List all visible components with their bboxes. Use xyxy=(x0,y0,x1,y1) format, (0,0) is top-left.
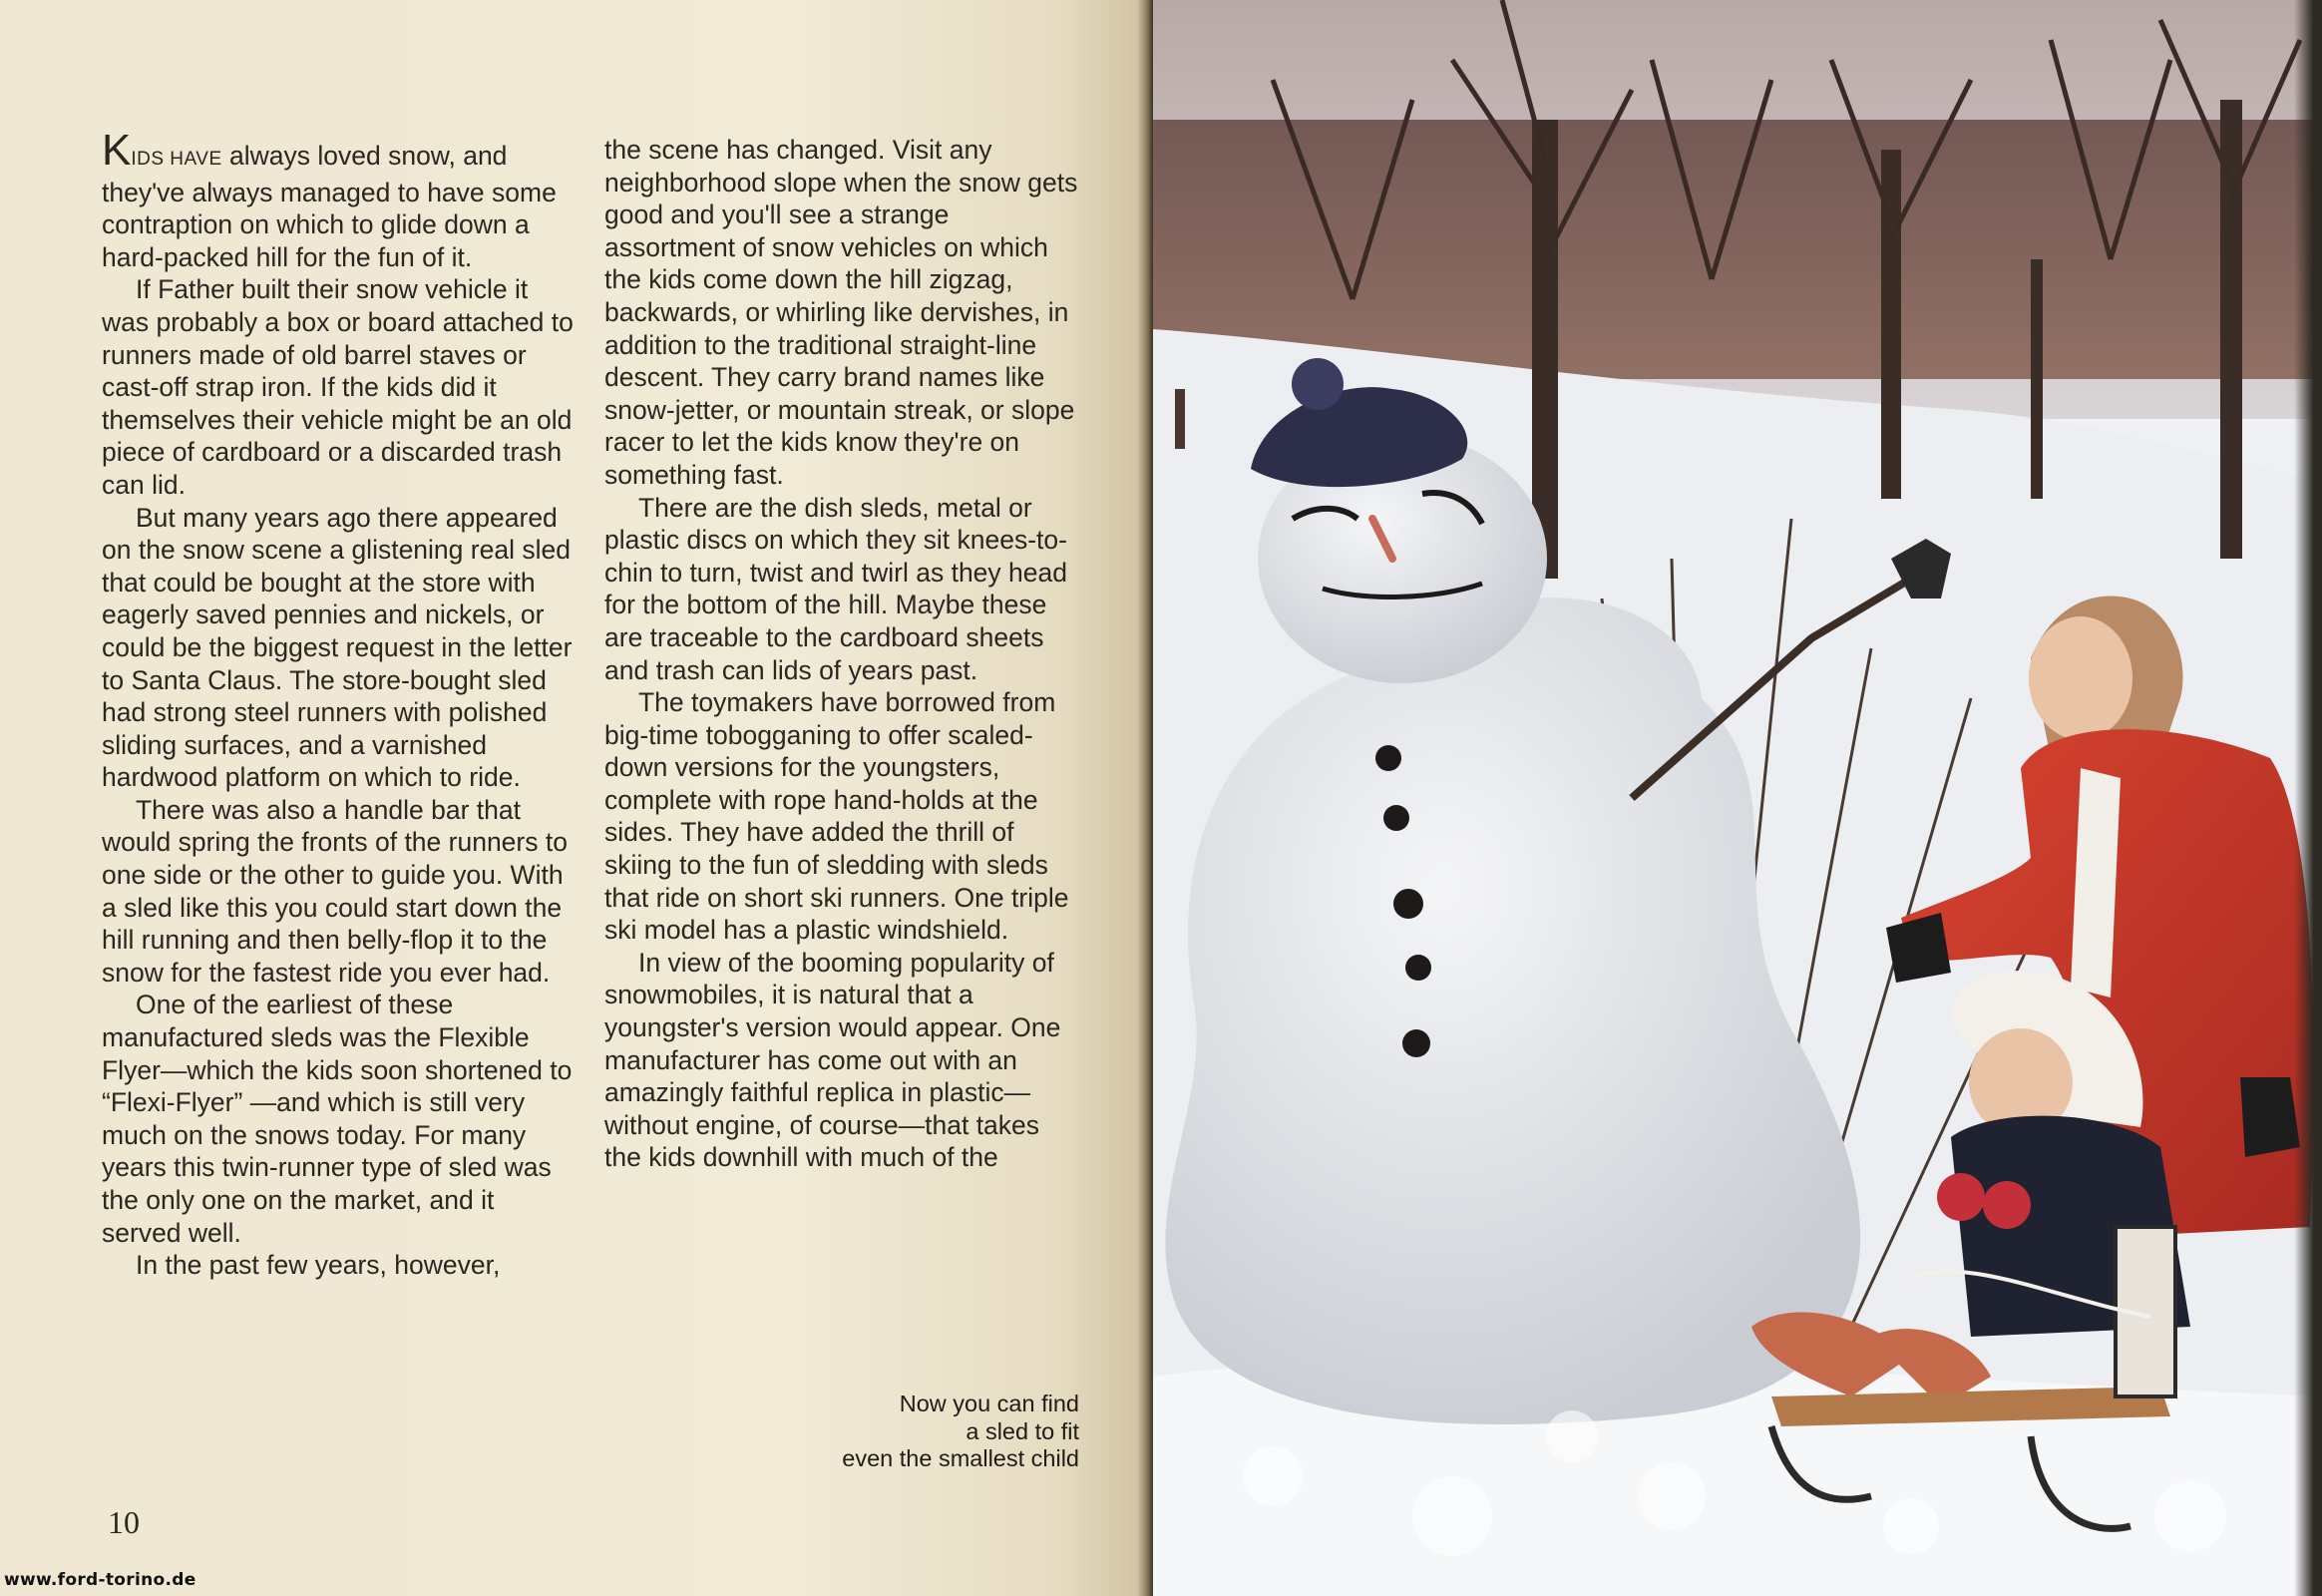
snowman-photo xyxy=(1153,0,2322,1596)
paragraph-continued: the scene has changed. Visit any neighborhood slope when the snow gets good and you'll see a strange assortment of snow vehicles on which the kids come down the hill zigzag, backwards, or whirling like dervishes, in addition to the traditional straight-line descent. They carry brand names like snow-jetter, or mountain streak, or slope racer to let the kids know they're on something fast. xyxy=(604,135,1078,490)
paragraph xyxy=(102,126,580,273)
paragraph: One of the earliest of these manufactured sleds was the Flexible Flyer—which the kids soon shortened to “Flexi-Flyer” —and which is still very much on the snows today. For many years this twin-runner type of sled was the only one on the market, and it served well. xyxy=(102,990,573,1248)
distant-figure xyxy=(1175,389,1185,449)
page-edge xyxy=(2294,0,2322,1596)
girl-face xyxy=(2029,616,2132,740)
caption-line: a sled to fit xyxy=(966,1417,1079,1444)
caption-line: Now you can find xyxy=(899,1391,1079,1416)
drop-cap: K xyxy=(102,126,132,175)
forest-background xyxy=(1153,120,2322,379)
paragraph: If Father built their snow vehicle it was probably a box or board attached to runners made of old barrel staves or cast-off strap iron. If the kids did it themselves their vehicle might be an old piece of cardboard or a discarded trash can lid. xyxy=(102,274,574,500)
paragraph-text: always loved snow, and they've always managed to have some contraption on which to glide down a hard-packed hill for the fun of it. xyxy=(102,141,557,272)
snowman-button xyxy=(1375,745,1401,771)
paragraph: But many years ago there appeared on the snow scene a glistening real sled that could be bought at the store with eagerly saved pennies and nickels, or could be the biggest request in the letter to Santa Claus. The store-bought sled had strong steel runners with polished sliding surfaces, and a varnished hardwood platform on which to ride. xyxy=(102,502,573,793)
red-mitten xyxy=(1937,1173,1985,1221)
paragraph: There are the dish sleds, metal or plastic discs on which they sit knees-to-chin to turn, twist and twirl as they head for the bottom of the hill. Maybe these are traceable to the cardboard sheets and trash can lids of years past. xyxy=(604,492,1067,685)
snowman-button xyxy=(1393,889,1423,919)
paragraph: In the past few years, however, xyxy=(136,1250,501,1281)
photo-illustration xyxy=(1153,0,2322,1596)
lead-small-caps: IDS HAVE xyxy=(131,149,222,170)
red-mitten xyxy=(1983,1181,2031,1229)
paragraph: In view of the booming popularity of snowmobiles, it is natural that a youngster's version would appear. One manufacturer has come out with an amazingly faithful replica in plastic—without engine, of course—that takes the kids downhill with much of the xyxy=(604,947,1061,1173)
text-column-1 xyxy=(102,126,580,1282)
photo-caption xyxy=(718,1391,1079,1473)
watermark: www.ford-torino.de xyxy=(4,1570,196,1590)
glove-icon xyxy=(2240,1077,2300,1157)
snowman-button xyxy=(1402,1029,1430,1057)
snowman-button xyxy=(1405,955,1431,981)
left-page xyxy=(0,0,1149,1596)
caption-line: even the smallest child xyxy=(842,1445,1079,1471)
paragraph: The toymakers have borrowed from big-time tobogganing to offer scaled-down versions for the youngsters, complete with rope hand-holds at the sides. They have added the thrill of skiing to the fun of sledding with sleds that ride on short ski runners. One triple ski model has a plastic windshield. xyxy=(604,687,1069,946)
page-number: 10 xyxy=(108,1504,140,1540)
text-column-2 xyxy=(604,134,1083,1174)
paragraph: There was also a handle bar that would spring the fronts of the runners to one side or the other to guide you. With a sled like this you could start down the hill running and then belly-flop it to the snow for the fastest ride you ever had. xyxy=(102,794,568,988)
hat-pompom xyxy=(1292,358,1344,410)
book-spine xyxy=(1137,0,1153,1596)
snowman-button xyxy=(1383,805,1409,831)
